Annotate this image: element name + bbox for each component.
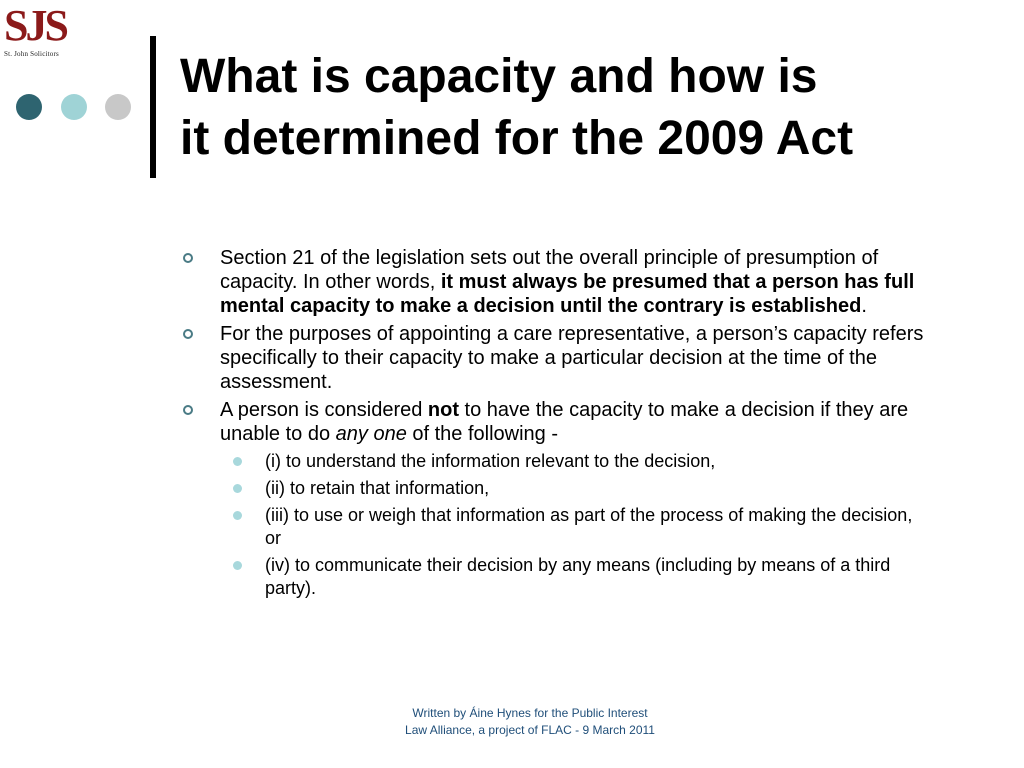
sub-bullet-item — [220, 504, 920, 550]
footer-line1: Written by Áine Hynes for the Public Interest — [412, 706, 648, 720]
bullet-list — [180, 246, 960, 600]
ring-bullet-icon — [183, 253, 193, 263]
logo-mark: SJS — [4, 1, 66, 50]
slide-footer — [330, 705, 730, 739]
sub-bullet-text: (iii) to use or weigh that information as part of the process of making the decision, or — [265, 505, 913, 548]
bullet-text: to have the capacity to make a decision if they are unable to do — [220, 399, 909, 445]
bullet-presumption — [180, 246, 960, 318]
bullet-text: . — [861, 295, 867, 317]
ring-bullet-icon — [183, 329, 193, 339]
slide-title-line2: it determined for the 2009 Act — [180, 112, 854, 165]
sub-bullet-item — [220, 450, 920, 473]
sub-bullet-list — [220, 450, 960, 600]
dot-bullet-icon — [233, 561, 242, 570]
slide-title-line1: What is capacity and how is — [180, 50, 818, 103]
bullet-care-representative — [180, 322, 960, 394]
footer-line2: Law Alliance, a project of FLAC - 9 March 2011 — [405, 723, 655, 737]
slide-title — [180, 46, 980, 170]
bullet-bold-text: not — [427, 399, 459, 421]
bullet-lack-of-capacity — [180, 398, 960, 600]
sub-bullet-item — [220, 477, 920, 500]
dot-bullet-icon — [233, 511, 242, 520]
decorative-dot-light — [61, 94, 87, 120]
title-divider-bar — [150, 36, 156, 178]
sub-bullet-text: (i) to understand the information relevant to the decision, — [265, 451, 716, 471]
bullet-text: Section 21 of the legislation sets out the overall principle of presumption of capacity. In other words, — [220, 247, 879, 293]
firm-logo — [4, 1, 80, 60]
logo-subtitle: St. John Solicitors — [4, 50, 59, 58]
sub-bullet-text: (iv) to communicate their decision by any means (including by means of a third party). — [265, 555, 891, 598]
ring-bullet-icon — [183, 405, 193, 415]
bullet-text: A person is considered — [220, 399, 428, 421]
dot-bullet-icon — [233, 484, 242, 493]
bullet-text: For the purposes of appointing a care representative, a person’s capacity refers specifically to their capacity to make a particular decision at the time of the assessment. — [220, 323, 924, 393]
decorative-dot-dark — [16, 94, 42, 120]
slide-body — [180, 246, 960, 604]
sub-bullet-text: (ii) to retain that information, — [265, 478, 490, 498]
decorative-dot-grey — [105, 94, 131, 120]
dot-bullet-icon — [233, 457, 242, 466]
bullet-text: of the following - — [406, 423, 559, 445]
bullet-italic-text: any one — [335, 423, 407, 445]
bullet-bold-text: it must always be presumed that a person has full mental capacity to make a decision until the contrary is established — [220, 271, 915, 317]
sub-bullet-item — [220, 554, 920, 600]
